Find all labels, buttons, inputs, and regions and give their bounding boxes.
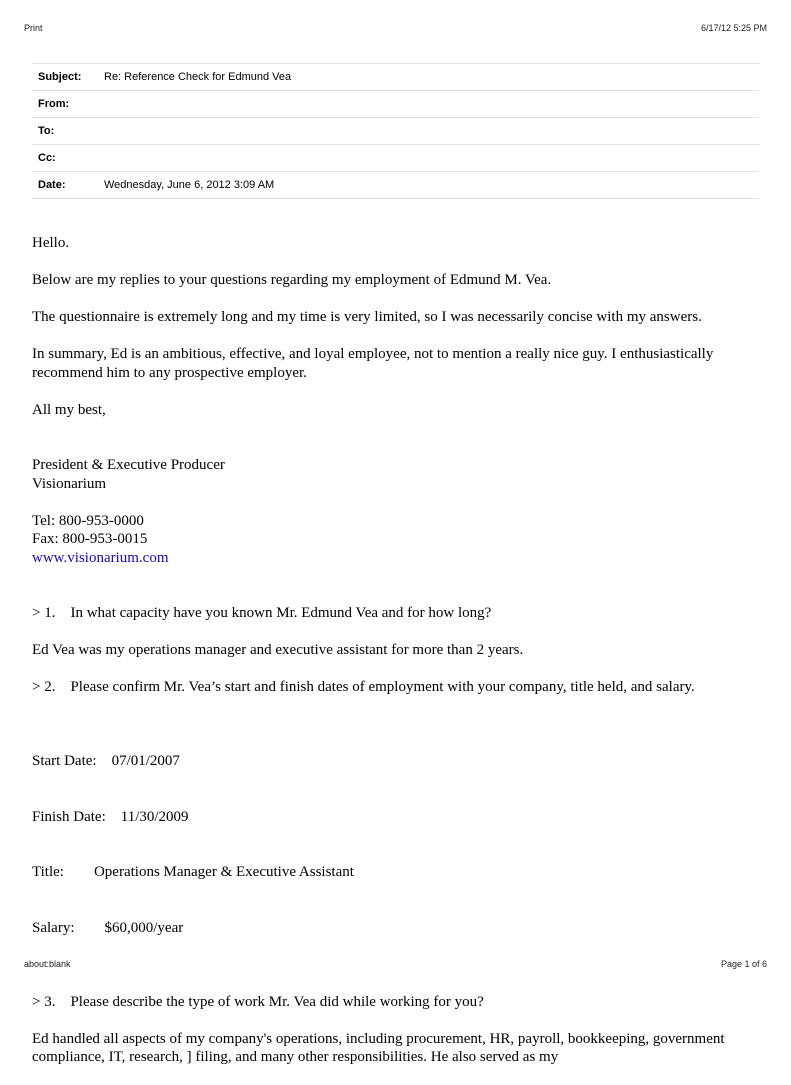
subject-label: Subject: (38, 71, 82, 83)
print-timestamp: 6/17/12 5:25 PM (700, 23, 767, 33)
start-date: Start Date: 07/01/2007 (32, 753, 180, 769)
print-header (24, 23, 767, 33)
signature (32, 456, 732, 493)
closing: All my best, (32, 401, 106, 418)
question-3: > 3. Please describe the type of work Mr. Vea did while working for you? (32, 993, 484, 1010)
date-label: Date: (38, 179, 66, 191)
telephone: Tel: 800-953-0000 (32, 512, 144, 529)
page-url: about:blank (24, 959, 71, 969)
question-2: > 2. Please confirm Mr. Vea’s start and finish dates of employment with your company, title held, and salary. (32, 679, 695, 695)
page-number: Page 1 of 6 (720, 959, 767, 969)
from-row (32, 91, 759, 118)
contact-info (32, 512, 732, 568)
concise-paragraph: The questionnaire is extremely long and my time is very limited, so I was necessarily concise with my answers. (32, 309, 702, 325)
print-footer (24, 959, 767, 969)
answer-3: Ed handled all aspects of my company's operations, including procurement, HR, payroll, bookkeeping, government compliance, IT, research, ] filing, and many other responsibilities. He also served as my (32, 1030, 725, 1065)
summary-paragraph: In summary, Ed is an ambitious, effective, and loyal employee, not to mention a really nice guy. I enthusiastically recommend him to any prospective employer. (32, 346, 714, 381)
cc-label: Cc: (38, 152, 56, 164)
question-1: > 1. In what capacity have you known Mr. Edmund Vea and for how long? (32, 605, 492, 621)
cc-row (32, 145, 759, 172)
email-body (32, 234, 732, 1085)
date-value: Wednesday, June 6, 2012 3:09 AM (104, 179, 275, 191)
to-label: To: (38, 125, 55, 137)
website-link[interactable]: www.visionarium.com (32, 549, 169, 566)
greeting: Hello. (32, 235, 70, 251)
intro-paragraph: Below are my replies to your questions regarding my employment of Edmund M. Vea. (32, 272, 552, 288)
salary: Salary: $60,000/year (32, 919, 184, 936)
print-label: Print (24, 23, 43, 33)
employment-details (32, 715, 732, 974)
answer-1: Ed Vea was my operations manager and executive assistant for more than 2 years. (32, 642, 524, 658)
fax: Fax: 800-953-0015 (32, 531, 148, 547)
subject-value: Re: Reference Check for Edmund Vea (104, 71, 292, 83)
subject-row (32, 64, 759, 91)
email-header (32, 63, 759, 199)
to-row (32, 118, 759, 145)
signature-title: President & Executive Producer (32, 457, 225, 473)
date-row (32, 172, 759, 199)
title-held: Title: Operations Manager & Executive Assistant (32, 864, 354, 880)
signature-company: Visionarium (32, 475, 107, 492)
from-label: From: (38, 98, 70, 110)
finish-date: Finish Date: 11/30/2009 (32, 808, 189, 825)
